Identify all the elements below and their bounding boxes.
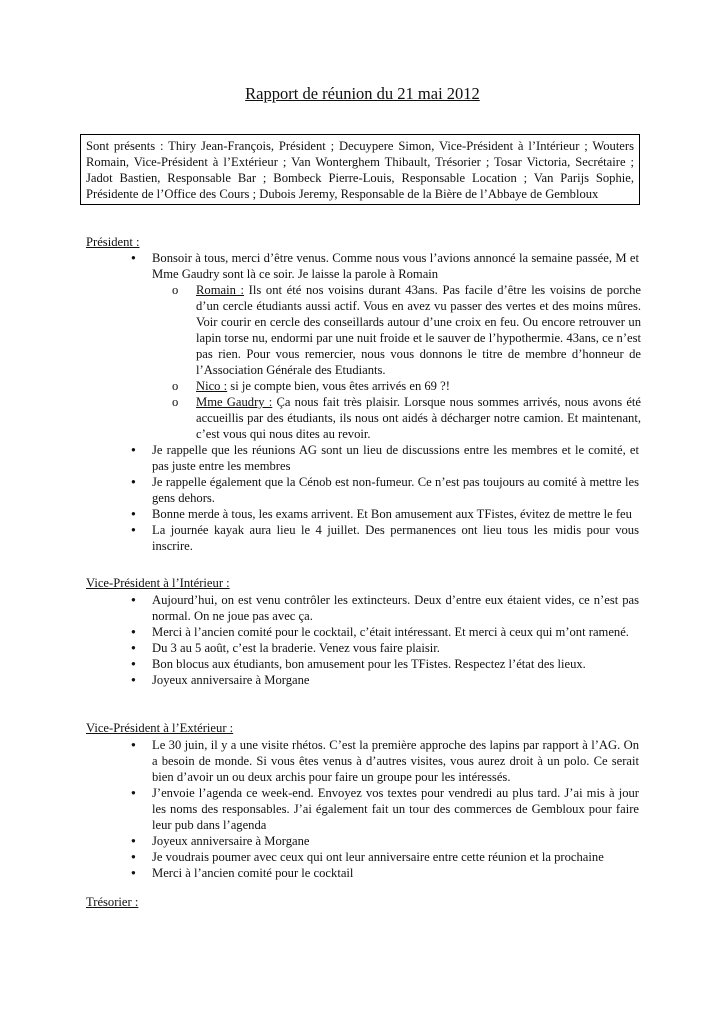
list-item: ● Bon blocus aux étudiants, bon amusement pour les TFistes. Respectez l’état des lieux. [0, 656, 639, 672]
sub-list-item [196, 394, 641, 442]
speaker-label: Romain : [196, 283, 245, 297]
list-item: ● Le 30 juin, il y a une visite rhétos. C’est la première approche des lapins par rapport à l’AG. On a besoin de monde. Si vous êtes venus à d’autres visites, vous aurez droit à un polo. Ce serait bien d’avoir un ou deux archis pour faire un groupe pour les intéressés. [0, 737, 639, 785]
list-item [0, 250, 639, 442]
list-item: ● La journée kayak aura lieu le 4 juillet. Des permanences ont lieu tous les midis pour vous inscrire. [0, 522, 639, 554]
list-item: ● Merci à l’ancien comité pour le cocktail, c’était intéressant. Et merci à ceux qui m’ont ramené. [0, 624, 639, 640]
speaker-label: Mme Gaudry : [196, 395, 273, 409]
attendees-box: Sont présents : Thiry Jean-François, Président ; Decuypere Simon, Vice-Président à l’Intérieur ; Wouters Romain, Vice-Président à l’Extérieur ; Van Wonterghem Thibault, Trésorier ; Tosar Victoria, Secrétaire ; Jadot Bastien, Responsable Bar ; Bombeck Pierre-Louis, Responsable Location ; Van Parijs Sophie, Présidente de l’Office des Cours ; Dubois Jeremy, Responsable de la Bière de l’Abbaye de Gembloux [80, 134, 640, 205]
speaker-text: Ils ont été nos voisins durant 43ans. Pas facile d’être les voisins de porche d’un cercle étudiants aussi actif. Vous en avez vu passer des vertes et des moins mûres. Voir courir en cercle des conseillards autour d’une croix en feu. Ou encore retrouver un lapin torse nu, endormi par une nuit froide et le sauver de l’hypothermie. 43ans, ce n’est pas rien. Pour vous remercier, nous vous donnons le titre de membre d’honneur de l’Association Générale des Etudiants. [196, 283, 641, 377]
list-item: ● Joyeux anniversaire à Morgane [0, 672, 639, 688]
president-intro: Bonsoir à tous, merci d’être venus. Comme nous vous l’avions annoncé la semaine passée, M et Mme Gaudry sont là ce soir. Je laisse la parole à Romain [152, 251, 639, 281]
section-heading-vp-interieur: Vice-Président à l’Intérieur : [86, 576, 230, 590]
list-item: ● Je rappelle également que la Cénob est non-fumeur. Ce n’est pas toujours au comité à mettre les gens dehors. [0, 474, 639, 506]
president-list [0, 250, 639, 554]
vp-interieur-list [0, 592, 639, 688]
president-sublist [152, 282, 639, 442]
sub-list-item [196, 378, 641, 394]
list-item: ● Bonne merde à tous, les exams arrivent. Et Bon amusement aux TFistes, évitez de mettre le feu [0, 506, 639, 522]
speaker-text: Ça nous fait très plaisir. Lorsque nous sommes arrivés, nous avons été accueillis par des étudiants, ils nous ont aidés à décharger notre camion. Et maintenant, c’est vous qui nous dites au revoir. [196, 395, 641, 441]
sub-list-item [196, 282, 641, 378]
section-heading-vp-exterieur: Vice-Président à l’Extérieur : [86, 721, 234, 735]
list-item: ● Je rappelle que les réunions AG sont un lieu de discussions entre les membres et le comité, et pas juste entre les membres [0, 442, 639, 474]
list-item: ● J’envoie l’agenda ce week-end. Envoyez vos textes pour vendredi au plus tard. J’ai mis à jour les noms des responsables. J’ai également fait un tour des commerces de Gembloux pour faire leur pub dans l’agenda [0, 785, 639, 833]
section-heading-president: Président : [86, 235, 140, 249]
list-item: ● Du 3 au 5 août, c’est la braderie. Venez vous faire plaisir. [0, 640, 639, 656]
speaker-label: Nico : [196, 379, 228, 393]
list-item: ● Aujourd’hui, on est venu contrôler les extincteurs. Deux d’entre eux étaient vides, ce n’est pas normal. On ne joue pas avec ça. [0, 592, 639, 624]
section-heading-tresorier: Trésorier : [86, 895, 139, 909]
speaker-text: si je compte bien, vous êtes arrivés en 69 ?! [227, 379, 450, 393]
page-title: Rapport de réunion du 21 mai 2012 [245, 84, 480, 103]
vp-exterieur-list [0, 737, 639, 881]
list-item: ● Joyeux anniversaire à Morgane [0, 833, 639, 849]
list-item: ● Je voudrais poumer avec ceux qui ont leur anniversaire entre cette réunion et la prochaine [0, 849, 639, 865]
list-item: ● Merci à l’ancien comité pour le cocktail [0, 865, 639, 881]
